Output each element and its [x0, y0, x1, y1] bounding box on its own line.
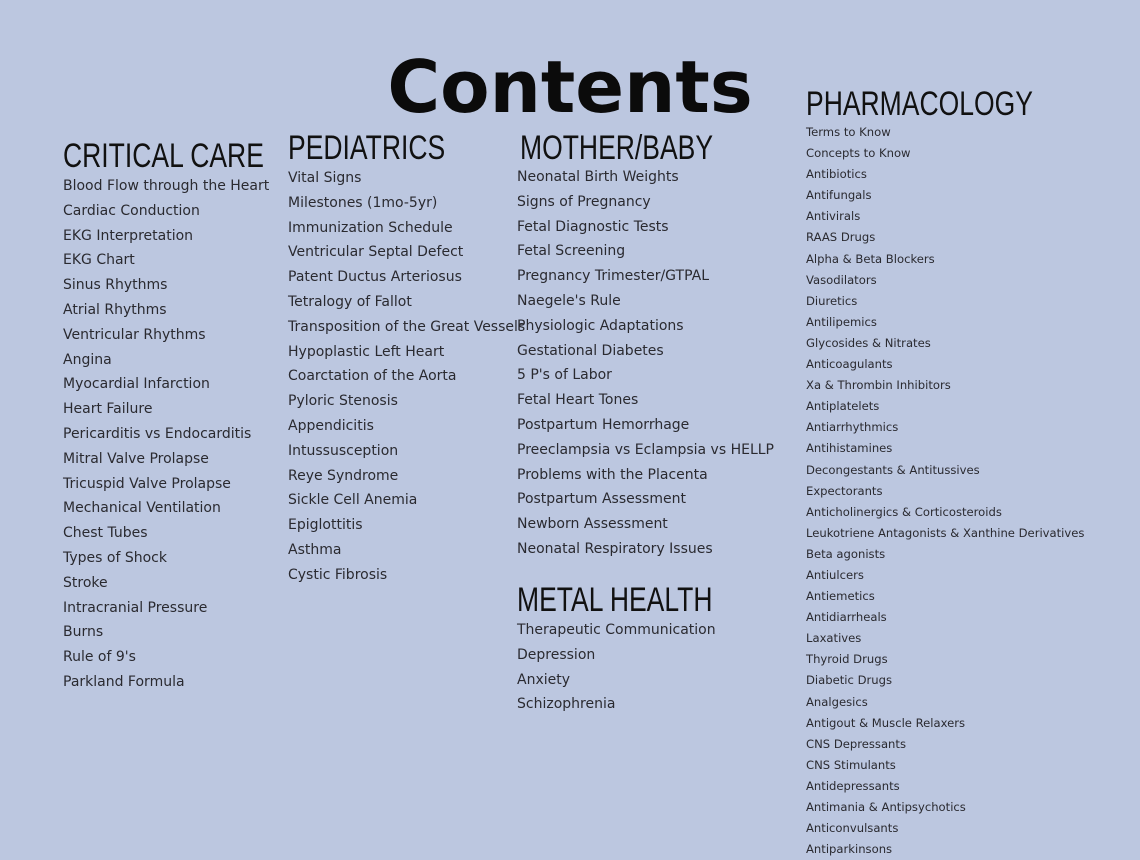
list-item-pharmacology: Antiulcers	[806, 567, 864, 582]
list-item-pharmacology: Leukotriene Antagonists & Xanthine Derivatives	[806, 525, 1085, 540]
item-list-critical-care	[63, 174, 321, 695]
list-item-pediatrics: Asthma	[288, 541, 342, 558]
list-item-pediatrics: Patent Ductus Arteriosus	[288, 269, 462, 286]
list-item-mother-baby: Postpartum Assessment	[517, 491, 686, 508]
page-title: Contents	[387, 45, 753, 129]
list-item-pediatrics: Immunization Schedule	[288, 219, 453, 236]
list-item-pediatrics: Appendicitis	[288, 417, 374, 434]
list-item-pediatrics: Hypoplastic Left Heart	[288, 343, 445, 360]
list-item-pharmacology: Antibiotics	[806, 167, 867, 182]
list-item-pharmacology: Antiplatelets	[806, 399, 880, 414]
list-item-pharmacology: Diuretics	[806, 293, 858, 308]
section-critical-care	[63, 138, 321, 695]
list-item-pediatrics: Milestones (1mo-5yr)	[288, 194, 438, 211]
list-item-critical-care: Burns	[63, 624, 104, 641]
list-item-pharmacology: Anticholinergics & Corticosteroids	[806, 504, 1002, 519]
list-item-mental-health: Therapeutic Communication	[517, 622, 716, 638]
list-item-pharmacology: Antidiarrheals	[806, 610, 887, 625]
list-item-critical-care: Atrial Rhythms	[63, 301, 167, 318]
list-item-pharmacology: Laxatives	[806, 631, 862, 646]
list-item-critical-care: Pericarditis vs Endocarditis	[63, 425, 252, 442]
list-item-pharmacology: Analgesics	[806, 694, 868, 709]
list-item-pediatrics: Epiglottitis	[288, 517, 363, 534]
list-item-pharmacology: Beta agonists	[806, 546, 886, 561]
list-item-pharmacology: CNS Stimulants	[806, 757, 896, 772]
list-item-critical-care: Heart Failure	[63, 401, 153, 418]
list-item-pediatrics: Vital Signs	[288, 170, 362, 186]
item-list-mother-baby	[517, 165, 774, 562]
list-item-pediatrics: Tetralogy of Fallot	[288, 293, 412, 310]
list-item-mother-baby: Fetal Heart Tones	[517, 392, 639, 409]
list-item-mother-baby: Problems with the Placenta	[517, 466, 708, 483]
list-item-pharmacology: CNS Depressants	[806, 736, 906, 751]
list-item-pediatrics: Coarctation of the Aorta	[288, 368, 457, 385]
list-item-pediatrics: Transposition of the Great Vessels	[288, 318, 526, 335]
list-item-pharmacology: Glycosides & Nitrates	[806, 335, 931, 350]
list-item-pharmacology: Antiemetics	[806, 589, 875, 604]
list-item-critical-care: EKG Chart	[63, 252, 135, 269]
list-item-mother-baby: Gestational Diabetes	[517, 342, 664, 359]
item-list-mental-health	[517, 618, 768, 717]
list-item-critical-care: Intracranial Pressure	[63, 599, 208, 616]
list-item-mother-baby: Postpartum Hemorrhage	[517, 416, 690, 433]
list-item-pharmacology: Expectorants	[806, 483, 883, 498]
list-item-pediatrics: Sickle Cell Anemia	[288, 492, 418, 509]
list-item-mother-baby: Fetal Screening	[517, 243, 626, 260]
list-item-mother-baby: Neonatal Respiratory Issues	[517, 540, 713, 557]
list-item-pediatrics: Pyloric Stenosis	[288, 393, 398, 410]
list-item-pharmacology: Anticoagulants	[806, 357, 893, 372]
list-item-pharmacology: Antilipemics	[806, 314, 877, 329]
section-heading-critical-care: CRITICAL CARE	[63, 137, 264, 175]
list-item-pharmacology: Antihistamines	[806, 441, 893, 456]
list-item-pharmacology: Antigout & Muscle Relaxers	[806, 715, 966, 730]
list-item-critical-care: Types of Shock	[63, 549, 167, 566]
list-item-pharmacology: Diabetic Drugs	[806, 673, 893, 688]
list-item-mental-health: Schizophrenia	[517, 696, 616, 713]
list-item-critical-care: Cardiac Conduction	[63, 202, 200, 219]
section-pharmacology	[806, 86, 1097, 860]
list-item-critical-care: Stroke	[63, 574, 108, 591]
section-heading-pediatrics: PEDIATRICS	[288, 129, 446, 167]
list-item-critical-care: Parkland Formula	[63, 673, 185, 690]
section-pediatrics	[288, 130, 525, 588]
section-mother-baby	[517, 129, 774, 562]
list-item-pharmacology: RAAS Drugs	[806, 230, 876, 245]
list-item-mother-baby: Newborn Assessment	[517, 516, 668, 533]
list-item-pharmacology: Antiparkinsons	[806, 842, 893, 857]
list-item-mother-baby: 5 P's of Labor	[517, 367, 612, 384]
list-item-pharmacology: Thyroid Drugs	[806, 652, 888, 667]
list-item-pharmacology: Antidepressants	[806, 778, 900, 793]
list-item-pharmacology: Antiarrhythmics	[806, 420, 899, 435]
list-item-pharmacology: Decongestants & Antitussives	[806, 462, 980, 477]
list-item-mother-baby: Naegele's Rule	[517, 292, 621, 309]
list-item-critical-care: Mitral Valve Prolapse	[63, 450, 209, 467]
item-list-pharmacology	[806, 122, 1097, 860]
list-item-mental-health: Anxiety	[517, 671, 571, 688]
section-heading-mental-health: METAL HEALTH	[517, 581, 713, 619]
list-item-pediatrics: Intussusception	[288, 442, 399, 459]
list-item-pharmacology: Antifungals	[806, 188, 872, 203]
list-item-pharmacology: Alpha & Beta Blockers	[806, 251, 935, 266]
list-item-critical-care: Angina	[63, 351, 112, 368]
list-item-pediatrics: Reye Syndrome	[288, 467, 399, 484]
item-list-pediatrics	[288, 166, 525, 588]
list-item-mother-baby: Physiologic Adaptations	[517, 317, 684, 334]
list-item-pharmacology: Anticonvulsants	[806, 821, 899, 836]
list-item-pharmacology: Vasodilators	[806, 272, 877, 287]
list-item-critical-care: EKG Interpretation	[63, 227, 194, 244]
section-mental-health	[517, 582, 768, 717]
list-item-critical-care: Tricuspid Valve Prolapse	[63, 475, 231, 492]
list-item-critical-care: Myocardial Infarction	[63, 376, 210, 393]
section-heading-pharmacology: PHARMACOLOGY	[806, 85, 1033, 123]
section-heading-mother-baby: MOTHER/BABY	[520, 129, 714, 167]
list-item-mother-baby: Pregnancy Trimester/GTPAL	[517, 268, 709, 285]
list-item-pediatrics: Cystic Fibrosis	[288, 566, 388, 583]
list-item-critical-care: Sinus Rhythms	[63, 277, 168, 294]
list-item-critical-care: Ventricular Rhythms	[63, 326, 206, 343]
list-item-mother-baby: Neonatal Birth Weights	[517, 169, 679, 185]
list-item-pediatrics: Ventricular Septal Defect	[288, 244, 464, 261]
list-item-pharmacology: Concepts to Know	[806, 146, 911, 161]
list-item-critical-care: Mechanical Ventilation	[63, 500, 221, 517]
list-item-mother-baby: Fetal Diagnostic Tests	[517, 218, 669, 235]
list-item-mother-baby: Signs of Pregnancy	[517, 193, 651, 210]
list-item-pharmacology: Antimania & Antipsychotics	[806, 800, 966, 814]
list-item-mother-baby: Preeclampsia vs Eclampsia vs HELLP	[517, 441, 774, 458]
list-item-critical-care: Rule of 9's	[63, 649, 136, 666]
list-item-mental-health: Depression	[517, 646, 596, 663]
list-item-critical-care: Chest Tubes	[63, 525, 148, 542]
list-item-pharmacology: Antivirals	[806, 209, 861, 224]
list-item-pharmacology: Xa & Thrombin Inhibitors	[806, 378, 951, 393]
list-item-critical-care: Blood Flow through the Heart	[63, 178, 270, 194]
list-item-pharmacology: Terms to Know	[806, 125, 891, 139]
